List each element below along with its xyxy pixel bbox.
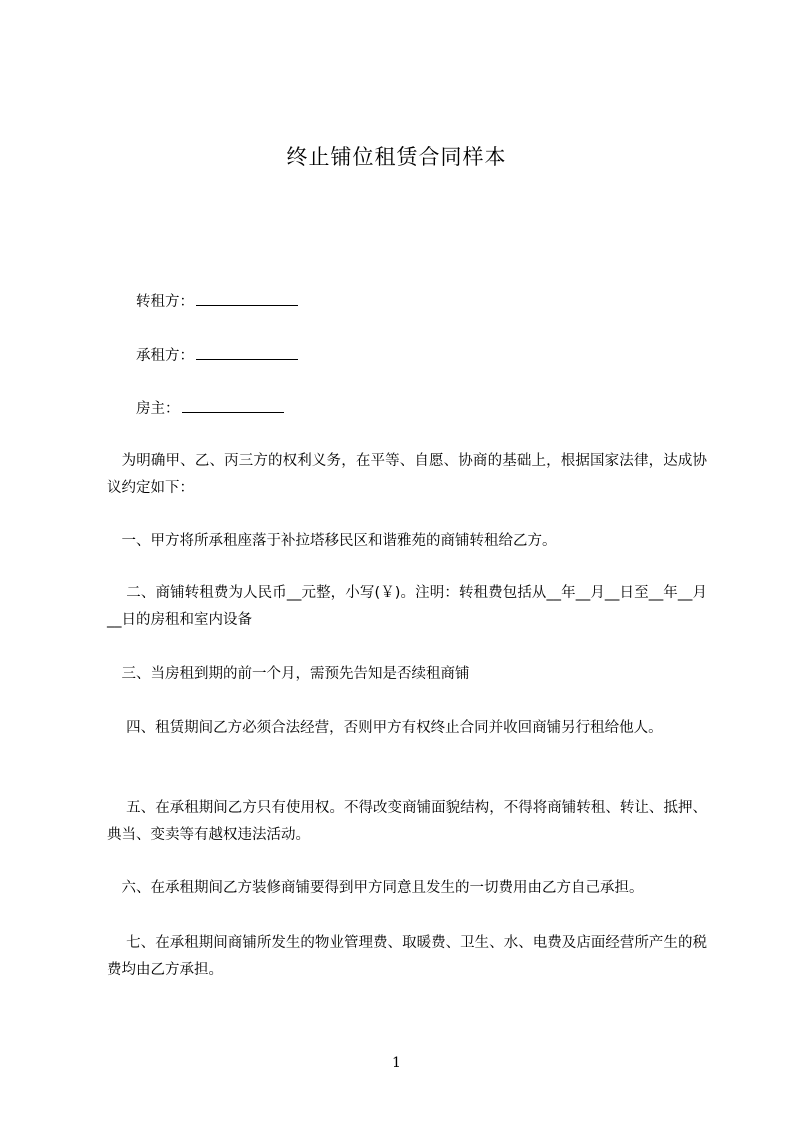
sublessor-blank-line (196, 291, 298, 306)
lessee-field (136, 345, 298, 366)
landlord-label: 房主： (136, 401, 180, 417)
clause-5: 五、在承租期间乙方只有使用权。不得改变商铺面貌结构，不得将商铺转租、转让、抵押、典当、变卖等有越权违法活动。 (107, 800, 707, 843)
clause-2: 二、商铺转租费为人民币__元整，小写(￥)。注明：转租费包括从__年__月__日至__年__月__日的房租和室内设备 (107, 585, 707, 628)
clause-1: 一、甲方将所承租座落于补拉塔移民区和谐雅苑的商铺转租给乙方。 (107, 533, 557, 549)
clause-7: 七、在承租期间商铺所发生的物业管理费、取暖费、卫生、水、电费及店面经营所产生的税费均由乙方承担。 (107, 935, 707, 978)
lessee-blank-line (196, 345, 298, 360)
clause-3: 三、当房租到期的前一个月，需预先告知是否续租商铺 (107, 666, 470, 682)
sublessor-field (136, 291, 298, 312)
landlord-field (136, 398, 284, 419)
sublessor-label: 转租方： (136, 294, 194, 310)
lessee-label: 承租方： (136, 348, 194, 364)
page-number: 1 (392, 1055, 401, 1071)
intro-paragraph: 为明确甲、乙、丙三方的权利义务，在平等、自愿、协商的基础上，根据国家法律，达成协议约定如下： (107, 453, 707, 496)
document-title: 终止铺位租赁合同样本 (286, 145, 507, 169)
clause-6: 六、在承租期间乙方装修商铺要得到甲方同意且发生的一切费用由乙方自己承担。 (107, 880, 644, 896)
clause-4: 四、租赁期间乙方必须合法经营，否则甲方有权终止合同并收回商铺另行租给他人。 (107, 720, 663, 736)
landlord-blank-line (182, 398, 284, 413)
